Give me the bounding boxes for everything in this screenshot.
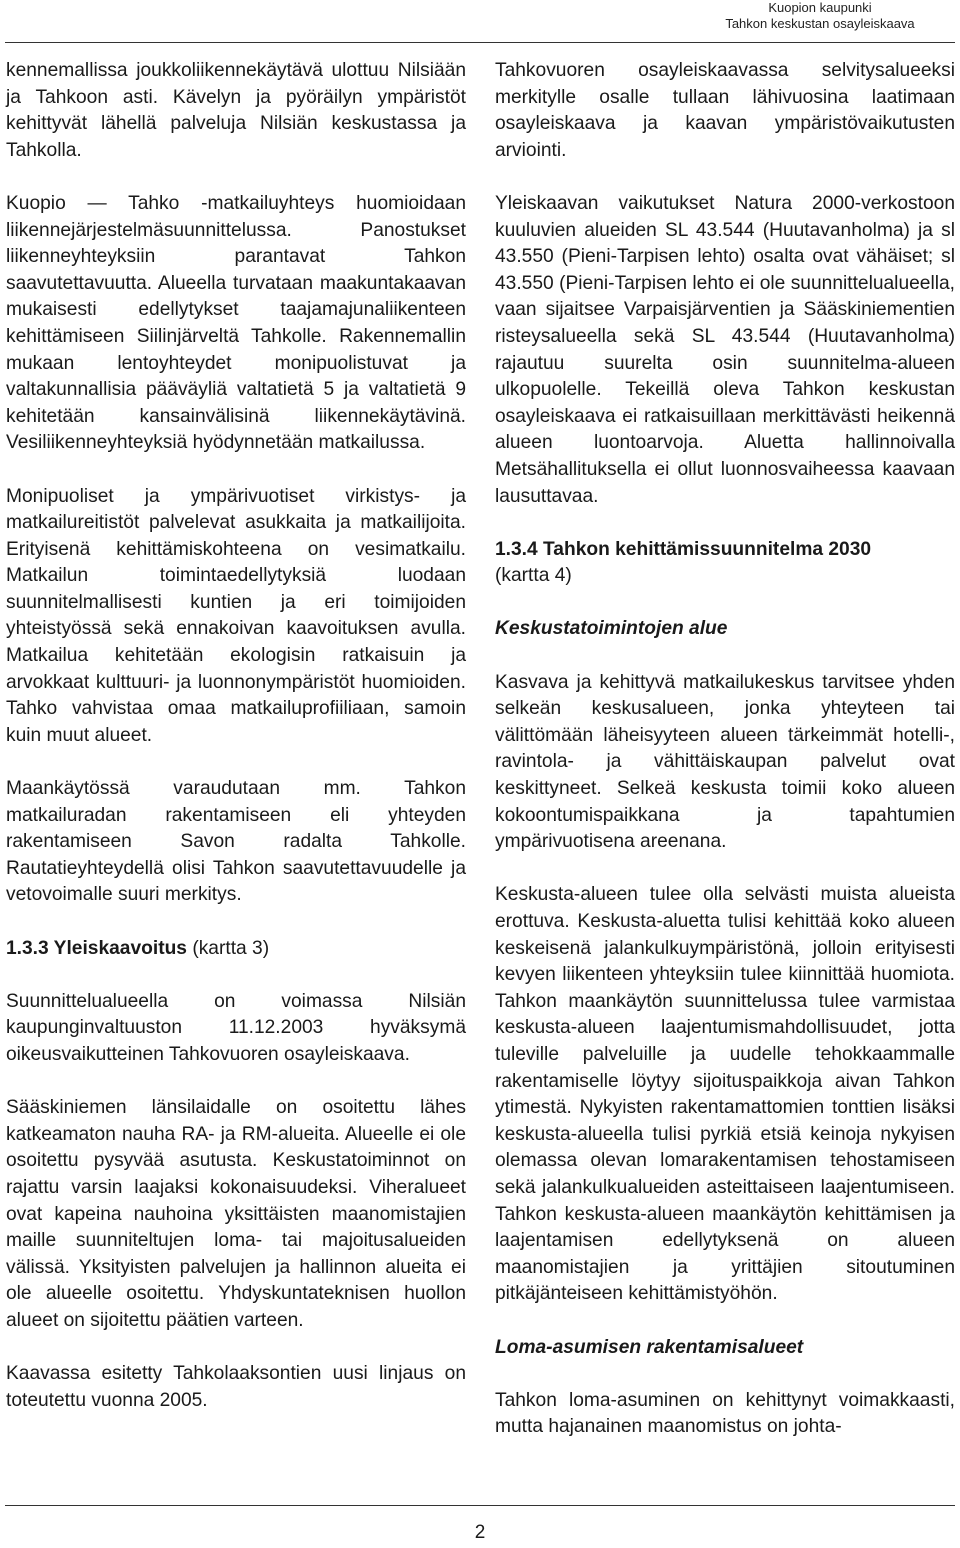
paragraph: Tahkovuoren osayleiskaavassa selvitysalueeksi merkitylle osalle tullaan lähivuosina laatimaan osayleiskaava ja kaavan ympäristövaikutusten arviointi. (495, 60, 955, 161)
header-rule (5, 42, 955, 43)
section-heading-title: 1.3.4 Tahkon kehittämissuunnitelma 2030 (495, 538, 872, 560)
header-document-title: Tahkon keskustan osayleiskaava (725, 16, 915, 31)
paragraph: kennemallissa joukkoliikennekäytävä ulottuu Nilsiään ja Tahkoon asti. Kävelyn ja pyöräilyn ympäristöt kehittyvät lähellä palveluja Nilsiän keskustassa ja Tahkolla. (6, 60, 466, 161)
section-heading-1-3-3 (6, 936, 466, 963)
paragraph: Kuopio — Tahko -matkailuyhteys huomioidaan liikennejärjestelmäsuunnittelussa. Panostukset liikenneyhteyksiin parantavat Tahkon saavutettavuutta. Alueella turvataan maakuntakaavan mukaisesti edellytykset taajamajunaliikenteen kehittämiseen Siilinjärveltä Tahkolle. Rakennemallin mukaan lentoyhteydet monipuolistuvat ja valtakunnallisia pääväyliä valtatietä 5 ja valtatietä 9 kehitetään kansainvälisinä liikennekäytävinä. Vesiliikenneyhteyksiä hyödynnetään matkailussa. (6, 192, 466, 454)
paragraph: Keskusta-alueen tulee olla selvästi muista alueista erottuva. Keskusta-aluetta tulisi kehittää koko alueen keskeisenä jalankulkuympäristönä, jolloin erityisesti kevyen liikenteen yhteyksiin tulee kiinnittää huomiota. Tahkon maankäytön suunnittelussa tulee varmistaa keskusta-alueen laajentumismahdollisuudet, jotta tuleville palveluille ja uudelle tehokkaammalle rakentamiselle löytyy sijoituspaikkoja aivan Tahkon ytimestä. Nykyisten rakentamattomien tonttien lisäksi keskusta-alueella tulisi pyrkiä etsiä keinoja nykyisen olemassa olevan lomarakentamisen tehostamiseen sekä jalankulkualueiden asteittaiseen laajentumiseen. Tahkon keskusta-alueen maankäytön kehittämisen ja laajentamisen edellytyksenä on alueen maanomistajien ja yrittäjien sitoutuminen pitkäjänteiseen kehittämistyöhön. (495, 884, 955, 1305)
subheading-loma-asuminen: Loma-asumisen rakentamisalueet (495, 1336, 804, 1358)
paragraph: Monipuoliset ja ympärivuotiset virkistys- ja matkailureitistöt palvelevat asukkaita ja matkailijoita. Erityisenä kehittämiskohteena on vesimatkailu. Matkailun toimintaedellytyksiä luodaan suunnitelmallisesti kuntien ja eri toimijoiden yhteistyössä sekä ennakoivan kaavoituksen avulla. Matkailua kehitetään ekologisin ratkaisuin ja arvokkaat kulttuuri- ja luonnonympäristöt huomioiden. Tahko vahvistaa omaa matkailuprofiiliaan, samoin kuin muut alueet. (6, 485, 466, 746)
paragraph: Kaavassa esitetty Tahkolaaksontien uusi linjaus on toteutettu vuonna 2005. (6, 1363, 466, 1411)
paragraph: Sääskiniemen länsilaidalle on osoitettu lähes katkeamaton nauha RA- ja RM-alueita. Alueelle ei ole osoitettu pysyvää asutusta. Keskustatoiminnot on rajattu varsin laajaksi kokonaisuudeksi. Viheralueet ovat kapeina nauhoina yksittäisten maanomistajien maille suunniteltujen loma- tai majoitusalueiden välissä. Yksityisten palvelujen ja hallinnon alueita ei ole alueelle osoitettu. Yhdyskuntateknisen huollon alueet on sijoitettu päätien varteen. (6, 1097, 466, 1331)
page-header (690, 0, 950, 32)
right-column (495, 58, 955, 1467)
subheading-keskustatoiminnot: Keskustatoimintojen alue (495, 618, 728, 640)
left-column (6, 58, 466, 1441)
section-heading-title: 1.3.3 Yleiskaavoitus (6, 937, 187, 959)
paragraph: Maankäytössä varaudutaan mm. Tahkon matkailuradan rakentamiseen eli yhteyden rakentamiseen Savon radalta Tahkolle. Rautatieyhteydellä olisi Tahkon saavutettavuudelle ja vetovoimalle suuri merkitys. (6, 778, 466, 906)
paragraph: Tahkon loma-asuminen on kehittynyt voimakkaasti, mutta hajanainen maanomistus on johta- (495, 1389, 955, 1438)
paragraph: Kasvava ja kehittyvä matkailukeskus tarvitsee yhden selkeän keskusalueen, jonka yhteyteen tai välittömään läheisyyteen alueen tärkeimmät hotelli-, ravintola- ja vähittäiskaupan palvelut ovat keskittyneet. Selkeä keskusta toimii koko alueen kokoontumispaikkana ja tapahtumien ympärivuotisena areenana. (495, 671, 955, 853)
section-heading-suffix: (kartta 3) (186, 937, 270, 959)
header-organization: Kuopion kaupunki (768, 0, 872, 15)
paragraph: Suunnittelualueella on voimassa Nilsiän kaupunginvaltuuston 11.12.2003 hyväksymä oikeusvaikutteinen Tahkovuoren osayleiskaava. (6, 990, 466, 1065)
paragraph: Yleiskaavan vaikutukset Natura 2000-verkostoon kuuluvien alueiden SL 43.544 (Huutavanholma) ja sl 43.550 (Pieni-Tarpisen lehto) osalta ovat vähäiset; sl 43.550 (Pieni-Tarpisen lehto ei ole suunnittelualueella, vaan sijaitsee Varpaisjärventien ja Sääskiniementien risteysalueella sekä SL 43.544 (Huutavanholma) rajautuu suurelta osin suunnitelma-alueen ulkopuolelle. Tekeillä oleva Tahkon keskustan osayleiskaava ei ratkaisuillaan merkittävästi heikennä alueen luontoarvoja. Aluetta hallinnoivalla Metsähallituksella ei ollut luonnosvaiheessa kaavaan lausuttavaa. (495, 192, 955, 507)
footer-rule (5, 1505, 955, 1506)
section-heading-1-3-4 (495, 537, 955, 590)
section-heading-suffix: (kartta 4) (495, 565, 572, 587)
page-number: 2 (474, 1522, 486, 1543)
